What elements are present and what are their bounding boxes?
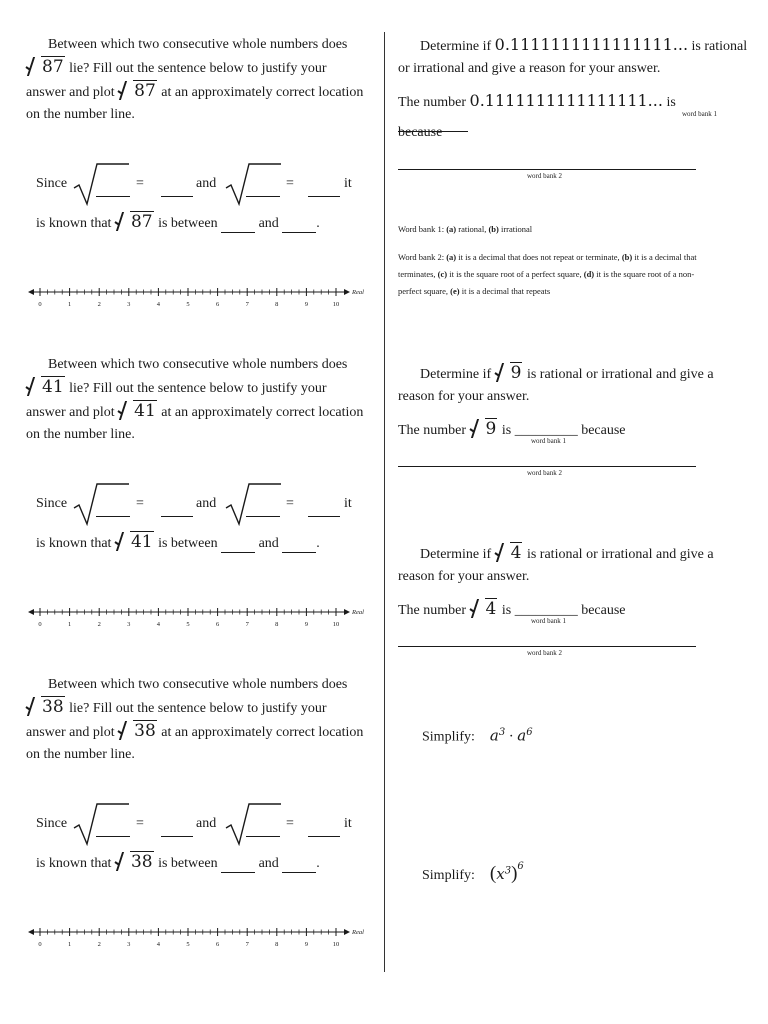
prompt-line-1: Between which two consecutive whole numbers does — [48, 357, 348, 372]
right-arrow-icon — [344, 609, 350, 615]
equals-sign: = — [286, 176, 294, 191]
problem-prompt: Between which two consecutive whole numbers does 41 lie? Fill out the sentence below to justify your answer and plot 41 at an approximately correct location on the number line. — [26, 357, 364, 442]
sqrt-expression: 41 — [118, 400, 157, 424]
tick-label: 8 — [275, 941, 279, 948]
root-value-blank-2[interactable] — [308, 196, 340, 197]
word-bank-2-line[interactable] — [398, 169, 696, 170]
it-word: it — [344, 176, 352, 191]
tick-label: 4 — [156, 301, 161, 308]
tick-label: 5 — [186, 941, 190, 948]
radical-sign — [224, 482, 282, 526]
decimal-answer-sentence: The number 0.1111111111111111... is — [398, 90, 748, 136]
upper-bound-blank[interactable] — [282, 220, 316, 233]
number-line-graphic[interactable] — [28, 284, 368, 310]
tick-label: 5 — [186, 301, 190, 308]
sqrt-expression: 4 — [470, 598, 498, 622]
sqrt-expression: 41 — [26, 376, 65, 400]
since-word: Since — [36, 816, 68, 831]
radicand-blank-1[interactable] — [96, 196, 130, 197]
left-arrow-icon — [28, 929, 34, 935]
between-sentence: is known that 38 is between and . — [36, 851, 376, 875]
radical-sign — [72, 162, 130, 206]
sqrt-expression: 9 — [470, 418, 498, 442]
equals-sign: = — [136, 816, 144, 831]
number-line[interactable] — [28, 284, 368, 310]
tick-label: 8 — [275, 301, 279, 308]
sqrt-expression: 4 — [495, 542, 523, 566]
tick-label: 0 — [38, 941, 42, 948]
sqrt-expression: 87 — [115, 211, 154, 235]
sqrt-expression: 38 — [118, 720, 157, 744]
tick-label: 10 — [332, 621, 340, 628]
tick-label: 1 — [67, 621, 72, 628]
radical-sign — [72, 802, 130, 846]
column-divider — [384, 32, 385, 972]
radical-sign — [224, 162, 282, 206]
between-sentence: is known that 87 is between and . — [36, 211, 376, 235]
word-bank-2: Word bank 2: (a) it is a decimal that does not repeat or terminate, (b) it is a decimal that terminates, (c) it is the square root of a perfect square, (d) it is the square root of a non- perfect square, (e) it is a decimal that repeats — [398, 252, 697, 296]
tick-label: 7 — [245, 621, 249, 628]
root-value-blank-1[interactable] — [161, 836, 193, 837]
tick-label: 1 — [67, 941, 72, 948]
equals-sign: = — [286, 496, 294, 511]
radicand-blank-2[interactable] — [246, 836, 280, 837]
lower-bound-blank[interactable] — [221, 220, 255, 233]
upper-bound-blank[interactable] — [282, 540, 316, 553]
tick-label: 6 — [215, 621, 220, 628]
radicand-blank-1[interactable] — [96, 516, 130, 517]
since-word: Since — [36, 176, 68, 191]
tick-label: 2 — [97, 621, 101, 628]
word-bank-2-caption: word bank 2 — [527, 649, 562, 657]
tick-label: 7 — [245, 941, 249, 948]
since-sentence — [36, 162, 366, 208]
since-sentence — [36, 802, 366, 848]
problem-prompt: Between which two consecutive whole numbers does 87 lie? Fill out the sentence below to justify your answer and plot 87 at an approximately correct location on the number line. — [26, 37, 364, 122]
word-bank-1-caption: word bank 1 — [682, 110, 717, 118]
since-word: Since — [36, 496, 68, 511]
left-arrow-icon — [28, 289, 34, 295]
number-line-graphic[interactable] — [28, 924, 368, 950]
upper-bound-blank[interactable] — [282, 860, 316, 873]
tick-label: 4 — [156, 941, 161, 948]
word-bank-1-blank[interactable]: _________ — [514, 603, 578, 618]
since-sentence — [36, 482, 366, 528]
tick-label: 3 — [127, 301, 131, 308]
tick-label: 5 — [186, 621, 190, 628]
tick-label: 6 — [215, 301, 220, 308]
axis-label-real: Real — [352, 609, 364, 616]
tick-label: 6 — [215, 941, 220, 948]
decimal-question: Determine if 0.1111111111111111... is rational or irrational and give a reason for your answer. — [398, 35, 748, 76]
right-arrow-icon — [344, 929, 350, 935]
axis-label-real: Real — [352, 929, 364, 936]
right-arrow-icon — [344, 289, 350, 295]
number-line[interactable] — [28, 924, 368, 950]
word-bank-1: Word bank 1: (a) rational, (b) irrational — [398, 224, 533, 234]
repeating-decimal: 0.1111111111111111... — [494, 35, 689, 54]
tick-label: 2 — [97, 941, 101, 948]
sqrt-expression: 87 — [118, 80, 157, 104]
root-value-blank-2[interactable] — [308, 836, 340, 837]
because-word: because — [398, 125, 443, 140]
equals-sign: = — [136, 496, 144, 511]
prompt-line-1: Between which two consecutive whole numbers does — [48, 37, 348, 52]
tick-label: 7 — [245, 301, 249, 308]
problem-prompt: Between which two consecutive whole numbers does 38 lie? Fill out the sentence below to justify your answer and plot 38 at an approximately correct location on the number line. — [26, 677, 364, 762]
radical-sign — [224, 802, 282, 846]
radicand-blank-1[interactable] — [96, 836, 130, 837]
tick-label: 0 — [38, 301, 42, 308]
and-word: and — [196, 176, 217, 191]
equals-sign: = — [136, 176, 144, 191]
word-bank-1-caption: word bank 1 — [531, 437, 566, 445]
lower-bound-blank[interactable] — [221, 540, 255, 553]
tick-label: 3 — [127, 941, 131, 948]
tick-label: 2 — [97, 301, 101, 308]
radicand-blank-2[interactable] — [246, 196, 280, 197]
left-arrow-icon — [28, 609, 34, 615]
tick-label: 3 — [127, 621, 131, 628]
root-value-blank-1[interactable] — [161, 516, 193, 517]
word-bank-1-blank[interactable]: _________ — [514, 423, 578, 438]
sqrt-expression: 9 — [495, 362, 523, 386]
tick-label: 10 — [332, 301, 340, 308]
word-bank-2-line[interactable] — [398, 646, 696, 647]
radical-sign — [72, 482, 130, 526]
word-bank-2-line[interactable] — [398, 466, 696, 467]
radicand-blank-2[interactable] — [246, 516, 280, 517]
word-bank-2-caption: word bank 2 — [527, 172, 562, 180]
root-value-blank-2[interactable] — [308, 516, 340, 517]
it-word: it — [344, 816, 352, 831]
and-word: and — [196, 816, 217, 831]
simplify-power-of-power: Simplify: $(x^3)^6$ — [422, 861, 524, 884]
sqrt9-question: Determine if 9 is rational or irrational and give a reason for your answer. — [398, 363, 714, 404]
sqrt4-answer-sentence: The number 4 is _________ because — [398, 598, 748, 622]
tick-label: 8 — [275, 621, 279, 628]
simplify-product-of-powers: Simplify: $a^3 \cdot a^6$ — [422, 726, 533, 745]
sqrt4-question: Determine if 4 is rational or irrational and give a reason for your answer. — [398, 543, 714, 584]
lower-bound-blank[interactable] — [221, 860, 255, 873]
and-word: and — [196, 496, 217, 511]
sqrt-expression: 38 — [26, 696, 65, 720]
tick-label: 9 — [304, 621, 309, 628]
sqrt-expression: 87 — [26, 56, 65, 80]
root-value-blank-1[interactable] — [161, 196, 193, 197]
axis-label-real: Real — [352, 289, 364, 296]
word-bank-2-caption: word bank 2 — [527, 469, 562, 477]
between-sentence: is known that 41 is between and . — [36, 531, 376, 555]
it-word: it — [344, 496, 352, 511]
tick-label: 0 — [38, 621, 42, 628]
sqrt9-answer-sentence: The number 9 is _________ because — [398, 418, 748, 442]
tick-label: 9 — [304, 941, 309, 948]
equals-sign: = — [286, 816, 294, 831]
number-line[interactable] — [28, 604, 368, 630]
sqrt-expression: 41 — [115, 531, 154, 555]
tick-label: 10 — [332, 941, 340, 948]
tick-label: 1 — [67, 301, 72, 308]
tick-label: 4 — [156, 621, 161, 628]
tick-label: 9 — [304, 301, 309, 308]
word-bank-1-caption: word bank 1 — [531, 617, 566, 625]
prompt-line-1: Between which two consecutive whole numbers does — [48, 677, 348, 692]
number-line-graphic[interactable] — [28, 604, 368, 630]
sqrt-expression: 38 — [115, 851, 154, 875]
